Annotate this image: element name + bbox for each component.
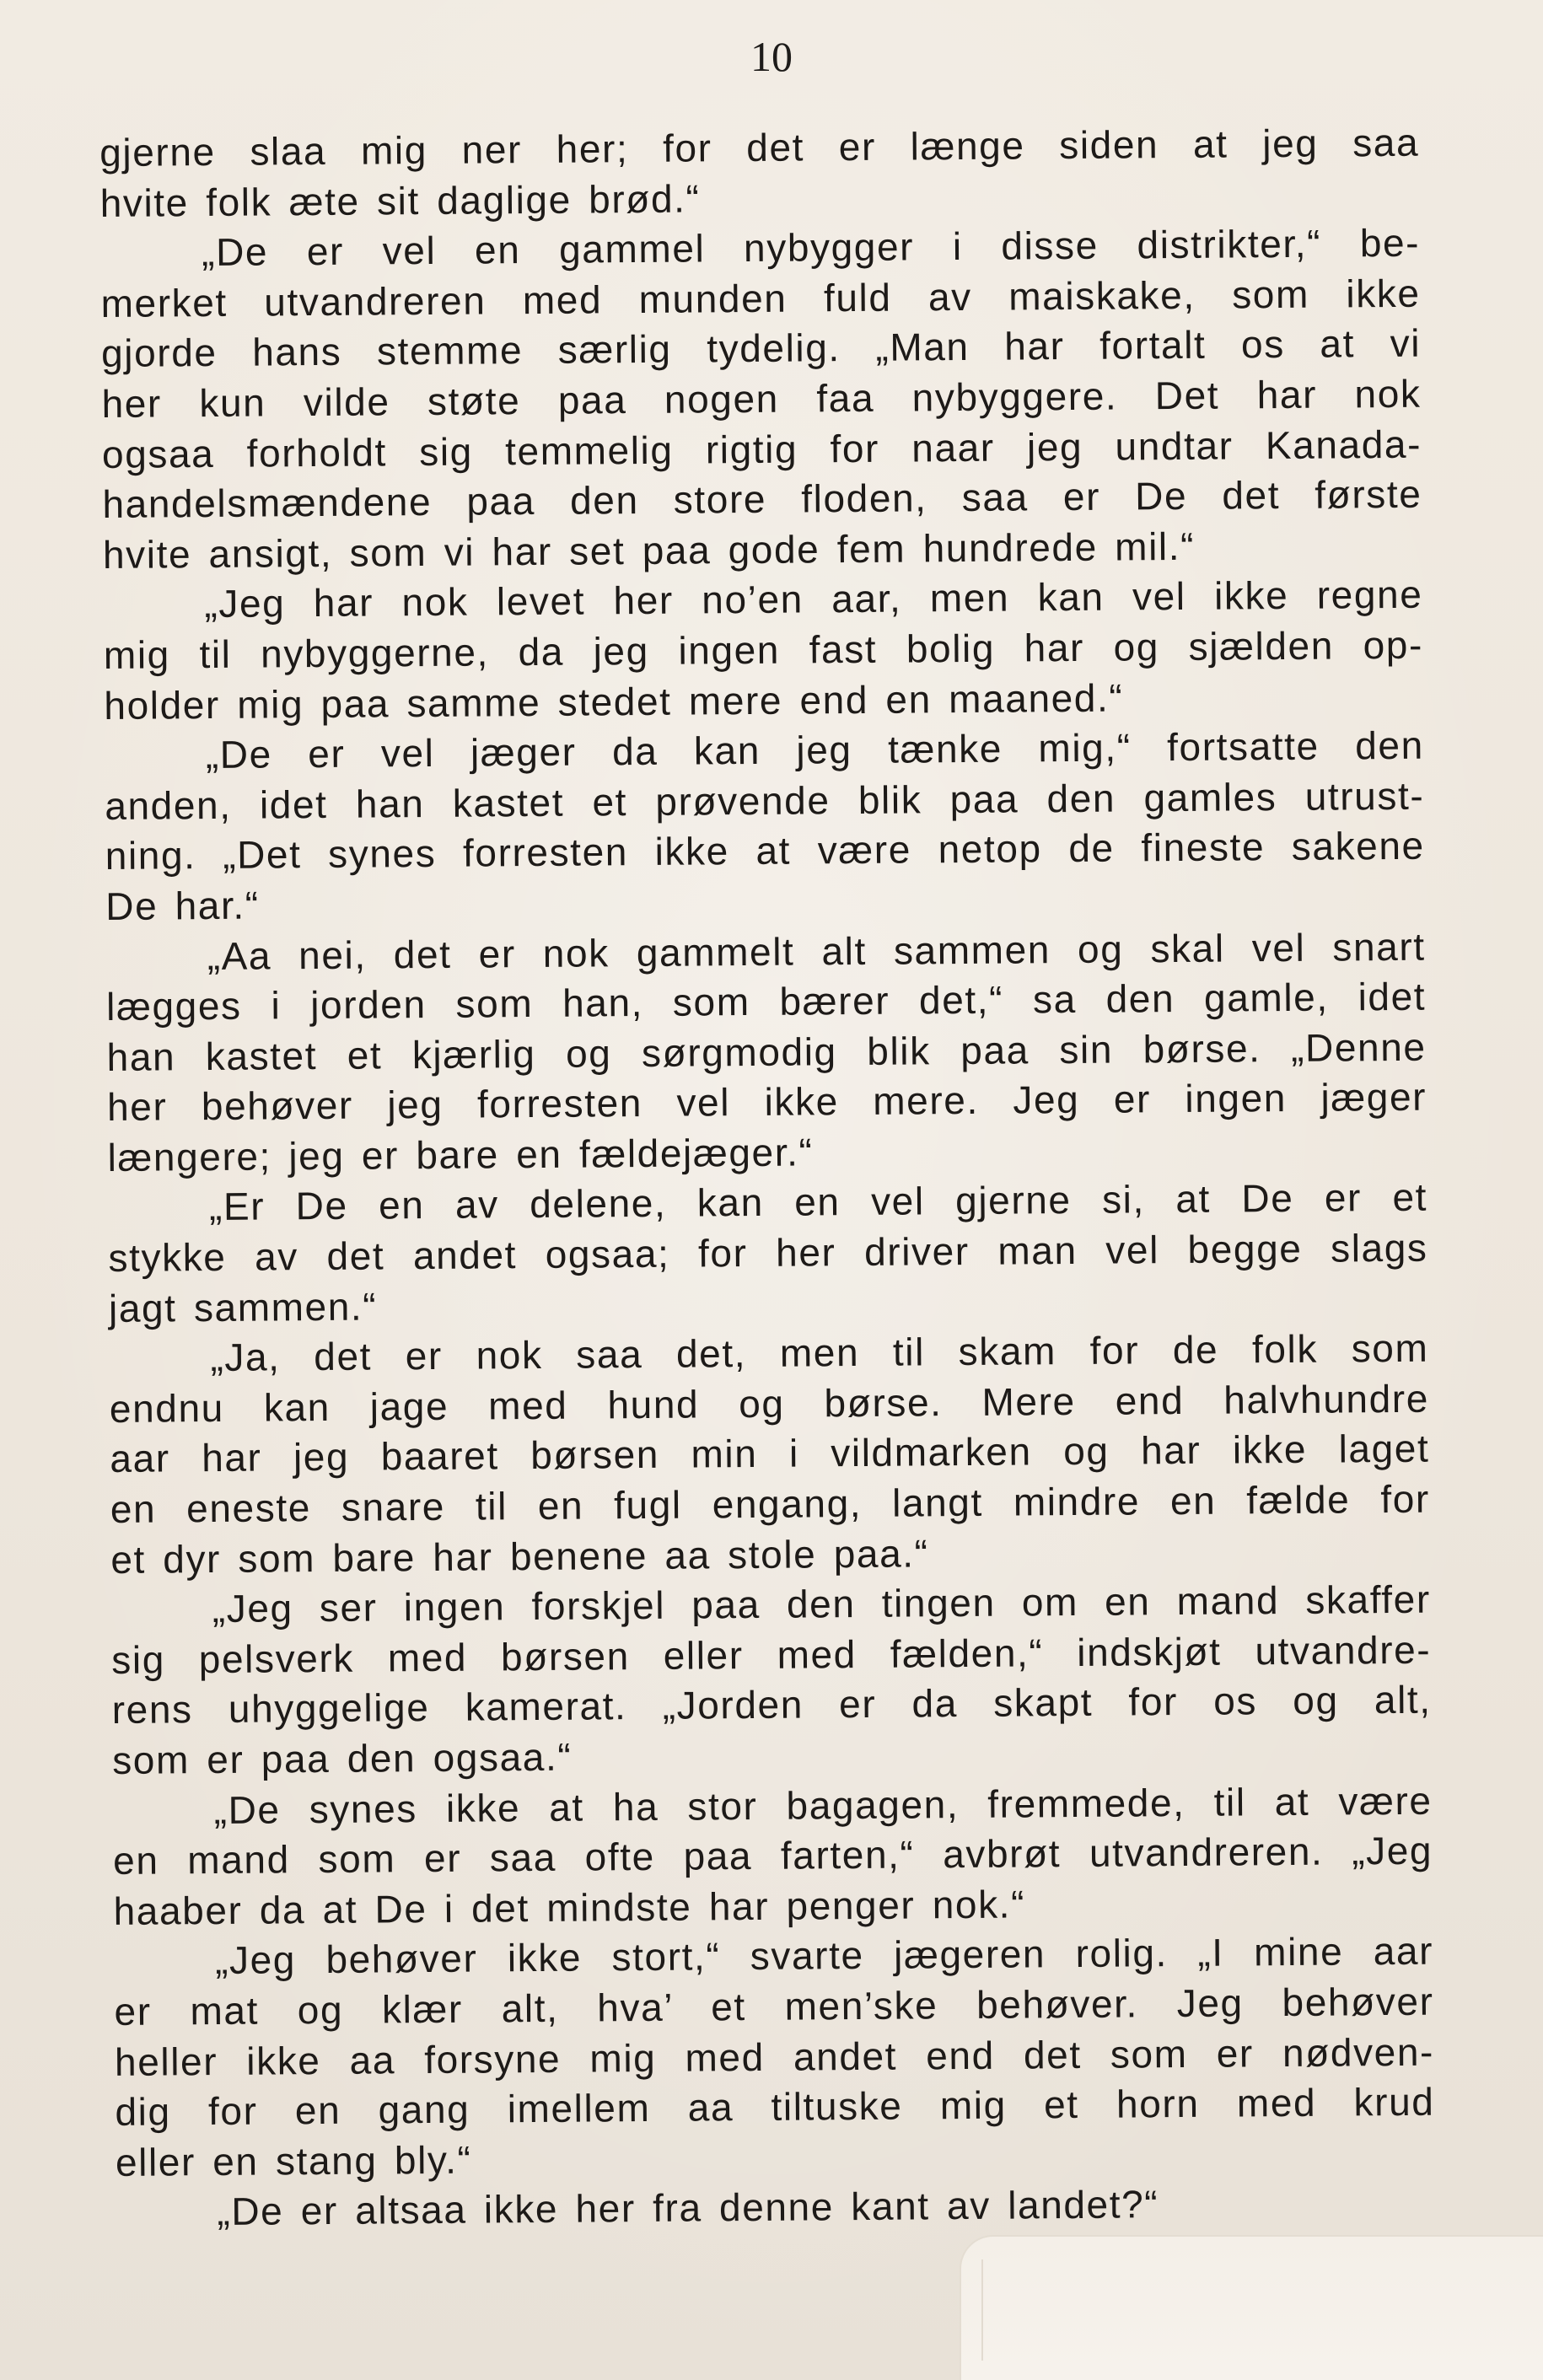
text-line: ogsaa forholdt sig temmelig rigtig for naar jeg undtar Kanada- [101, 422, 1422, 476]
text-line: sig pelsverk med børsen eller med fælden,“ indskjøt utvandre- [111, 1627, 1432, 1682]
text-line: ning. „Det synes forresten ikke at være netop de fineste sakene [105, 823, 1425, 878]
text-line: „Ja, det er nok saa det, men til skam for de folk som [210, 1325, 1429, 1380]
scan-corner-line [981, 2259, 983, 2361]
text-line: „Er De en av delene, kan en vel gjerne si, at De er et [208, 1175, 1428, 1229]
text-line: hvite folk æte sit daglige brød.“ [99, 176, 701, 225]
text-line: aar har jeg baaret børsen min i vildmarken og har ikke laget [110, 1426, 1430, 1481]
text-line: her behøver jeg forresten vel ikke mere. Jeg er ingen jæger [106, 1074, 1427, 1130]
text-line: eller en stang bly.“ [115, 2137, 472, 2184]
text-line: en mand som er saa ofte paa farten,“ avbrøt utvandreren. „Jeg [112, 1828, 1433, 1883]
text-line: „De er vel en gammel nybygger i disse distrikter,“ be- [201, 220, 1421, 275]
text-line: endnu kan jage med hund og børse. Mere end halvhundre [109, 1376, 1430, 1431]
text-line: han kastet et kjærlig og sørgmodig blik paa sin børse. „Denne [106, 1024, 1427, 1079]
text-line: heller ikke aa forsyne mig med andet end det som er nødven- [114, 2029, 1435, 2084]
text-line: „Jeg ser ingen forskjel paa den tingen om en mand skaffer [212, 1577, 1431, 1631]
text-line: merket utvandreren med munden fuld av maiskake, som ikke [100, 271, 1421, 325]
text-line: „De er altsaa ikke her fra denne kant av landet?“ [217, 2182, 1159, 2234]
text-line: lægges i jorden som han, som bærer det,“ sa den gamle, idet [105, 974, 1427, 1029]
scan-corner-artifact [960, 2235, 1543, 2380]
text-line: et dyr som bare har benene aa stole paa.“ [110, 1530, 929, 1582]
text-line: længere; jeg er bare en fældejæger.“ [107, 1130, 814, 1179]
text-line: som er paa den ogsaa.“ [112, 1734, 573, 1782]
text-line: „Jeg har nok levet her no’en aar, men kan vel ikke regne [204, 572, 1423, 626]
text-line: anden, idet han kastet et prøvende blik paa den gamles utrust- [105, 773, 1425, 828]
text-line: rens uhyggelige kamerat. „Jorden er da skapt for os og alt, [111, 1678, 1432, 1733]
text-line: haaber da at De i det mindste har penger nok.“ [113, 1882, 1026, 1933]
text-line: „Aa nei, det er nok gammelt alt sammen og skal vel snart [207, 924, 1426, 978]
text-line: er mat og klær alt, hva’ et men’ske behøver. Jeg behøver [114, 1979, 1434, 2033]
text-line: holder mig paa samme stedet mere end en maaned.“ [104, 675, 1124, 728]
text-line: jagt sammen.“ [108, 1284, 378, 1330]
text-line: handelsmændene paa den store floden, saa er De det første [102, 471, 1422, 527]
text-line: „De er vel jæger da kan jeg tænke mig,“ fortsatte den [205, 723, 1425, 777]
text-line: dig for en gang imellem aa tiltuske mig et horn med krud [115, 2079, 1435, 2135]
text-line: mig til nybyggerne, da jeg ingen fast bolig har og sjælden op- [103, 622, 1424, 677]
text-line: en eneste snare til en fugl engang, langt mindre en fælde for [110, 1476, 1431, 1531]
body-text [99, 118, 1436, 2238]
text-line: gjorde hans stemme særlig tydelig. „Man har fortalt os at vi [100, 321, 1422, 376]
text-line: „De synes ikke at ha stor bagagen, fremmede, til at være [213, 1778, 1433, 1832]
text-line: gjerne slaa mig ner her; for det er længe siden at jeg saa [99, 120, 1420, 175]
page-number: 10 [750, 33, 793, 80]
text-line: her kun vilde støte paa nogen faa nybyggere. Det har nok [101, 371, 1422, 426]
text-line: hvite ansigt, som vi har set paa gode fem hundrede mil.“ [102, 524, 1196, 577]
text-line: De har.“ [105, 883, 260, 928]
text-line: „Jeg behøver ikke stort,“ svarte jægeren rolig. „I mine aar [214, 1929, 1434, 1983]
text-line: stykke av det andet ogsaa; for her driver man vel begge slags [108, 1225, 1428, 1281]
